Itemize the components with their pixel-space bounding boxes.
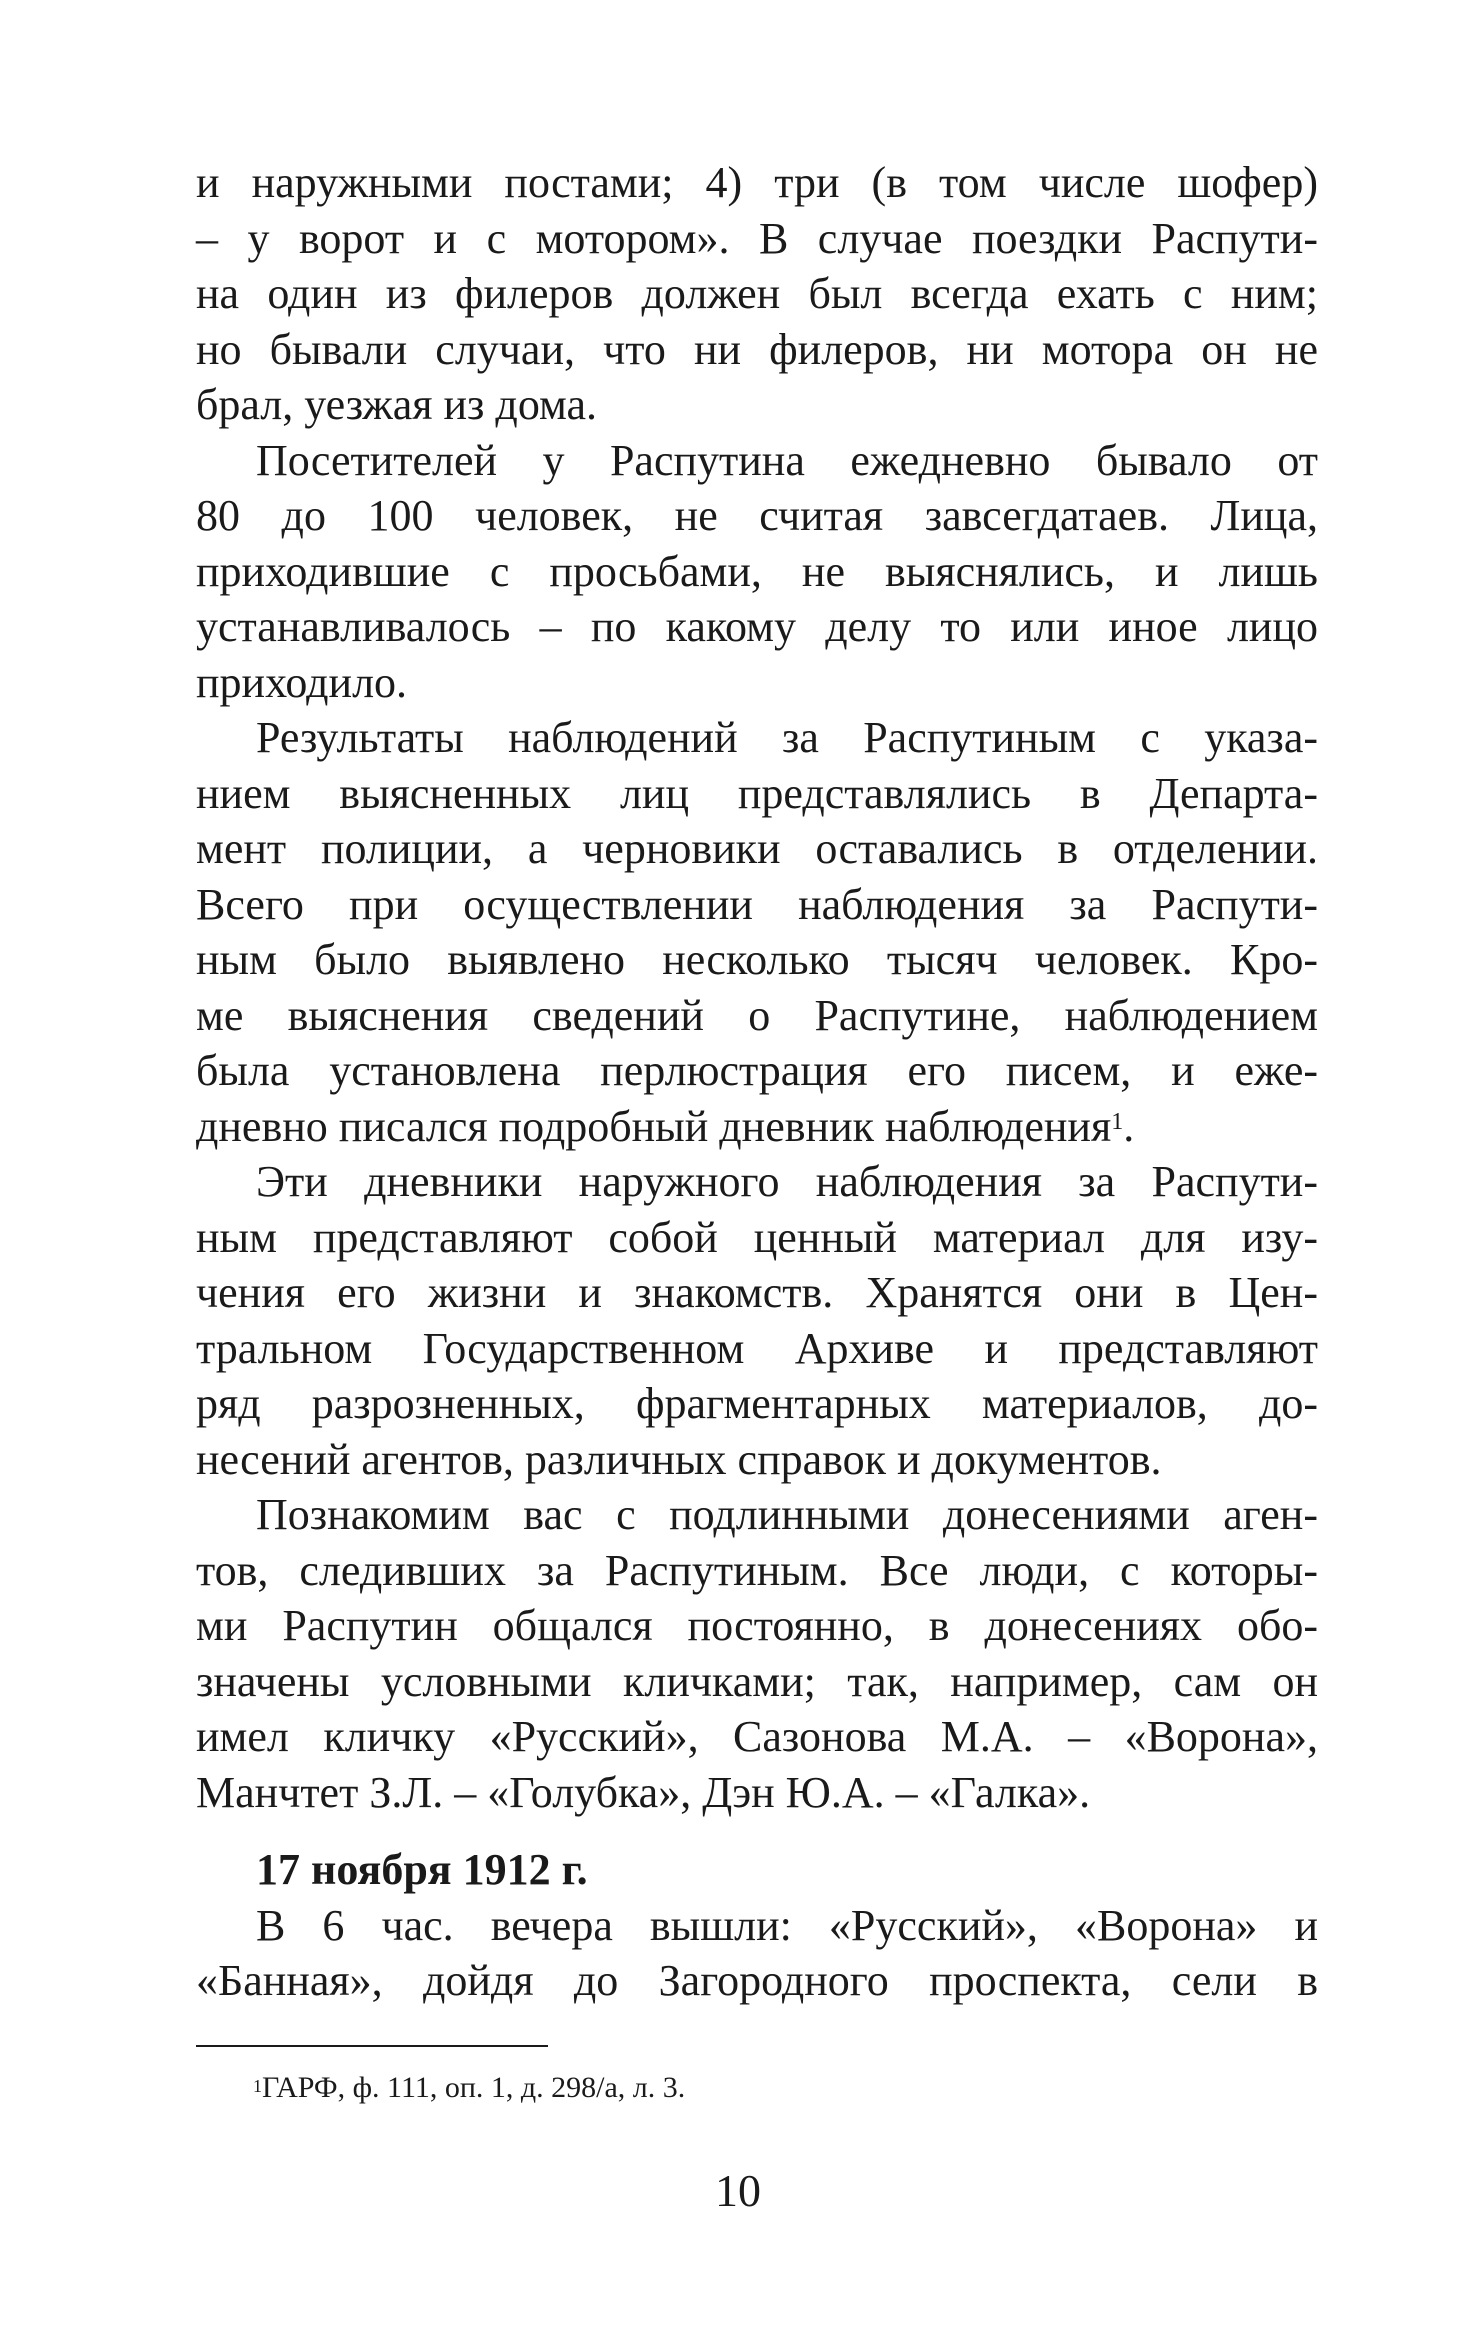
text-line	[196, 766, 1318, 822]
line-text: Манчтет З.Л. – «Голубка», Дэн Ю.А. – «Галка».	[196, 1767, 1091, 1817]
text-line	[196, 1043, 1318, 1099]
line-text: на один из филеров должен был всегда ехать с ним;	[196, 269, 1318, 318]
line-text: устанавливалось – по какому делу то или иное лицо	[196, 602, 1318, 651]
line-text: «Банная», дойдя до Загородного проспекта, сели в	[196, 1956, 1318, 2005]
line-text: мент полиции, а черновики оставались в отделении.	[196, 824, 1318, 873]
line-text: имел кличку «Русский», Сазонова М.А. – «Ворона»,	[196, 1712, 1318, 1761]
line-text: Посетителей у Распутина ежедневно бывало от	[256, 435, 1318, 485]
line-text: Познакомим вас с подлинными донесениями аген-	[256, 1490, 1318, 1539]
text-line	[196, 710, 1318, 766]
text-line	[196, 1432, 1318, 1488]
text-line	[196, 266, 1318, 322]
text-line	[196, 1953, 1318, 2009]
line-text: несений агентов, различных справок и документов.	[196, 1434, 1162, 1484]
text-line	[196, 488, 1318, 544]
text-line	[196, 1376, 1318, 1432]
paragraph	[196, 433, 1318, 711]
footnote-reference: 1	[1111, 1108, 1124, 1135]
line-text: приходило.	[196, 657, 408, 707]
text-line	[196, 1265, 1318, 1321]
text-line	[196, 1487, 1318, 1543]
footnote	[253, 2070, 685, 2106]
text-line	[196, 211, 1318, 267]
line-text: Результаты наблюдений за Распутиным с указа-	[256, 713, 1318, 762]
line-text: ми Распутин общался постоянно, в донесениях обо-	[196, 1601, 1318, 1650]
paragraph	[196, 1898, 1318, 2009]
line-text: значены условными кличками; так, например, сам он	[196, 1656, 1318, 1706]
line-text: Эти дневники наружного наблюдения за Распути-	[256, 1157, 1318, 1206]
text-line	[196, 821, 1318, 877]
line-text: 80 до 100 человек, не считая завсегдатаев. Лица,	[196, 491, 1318, 540]
line-tail: .	[1123, 1101, 1135, 1151]
line-text: – у ворот и с мотором». В случае поездки Распути-	[196, 213, 1318, 263]
footnote-text: ГАРФ, ф. 111, оп. 1, д. 298/а, л. 3.	[262, 2071, 686, 2104]
line-text: приходившие с просьбами, не выяснялись, и лишь	[196, 546, 1318, 596]
line-text: но бывали случаи, что ни филеров, ни мотора он не	[196, 324, 1318, 374]
text-line	[196, 377, 1318, 433]
text-line	[196, 1210, 1318, 1266]
line-text: брал, уезжая из дома.	[196, 380, 598, 429]
line-text: тов, следивших за Распутиным. Все люди, с которы-	[196, 1545, 1318, 1595]
text-line	[196, 1321, 1318, 1377]
text-line	[196, 877, 1318, 933]
line-text: ряд разрозненных, фрагментарных материалов, до-	[196, 1379, 1318, 1428]
line-text: ным представляют собой ценный материал для изу-	[196, 1212, 1318, 1262]
paragraph	[196, 1487, 1318, 1820]
text-line	[196, 655, 1318, 711]
text-line	[196, 988, 1318, 1044]
text-line	[196, 1654, 1318, 1710]
line-text: Всего при осуществлении наблюдения за Распути-	[196, 879, 1318, 929]
entry-date-heading: 17 ноября 1912 г.	[256, 1845, 588, 1894]
paragraph	[196, 155, 1318, 433]
paragraph	[196, 710, 1318, 1154]
text-line	[196, 322, 1318, 378]
text-line	[196, 1598, 1318, 1654]
text-line	[196, 1898, 1318, 1954]
text-line	[196, 155, 1318, 211]
text-line	[196, 1099, 1318, 1155]
line-text: дневно писался подробный дневник наблюдения	[196, 1101, 1112, 1151]
text-line	[196, 1765, 1318, 1821]
page-number: 10	[715, 2165, 761, 2216]
paragraph-gap	[196, 1820, 1318, 1842]
body-text	[196, 155, 1318, 2009]
footnote-marker: 1	[253, 2076, 262, 2096]
text-line	[196, 1154, 1318, 1210]
text-line	[196, 932, 1318, 988]
text-line	[196, 599, 1318, 655]
line-text: нием выясненных лиц представлялись в Департа-	[196, 768, 1318, 818]
line-text: ме выяснения сведений о Распутине, наблюдением	[196, 990, 1318, 1040]
footnote-separator	[196, 2045, 548, 2047]
text-line	[196, 1543, 1318, 1599]
line-text: и наружными постами; 4) три (в том числе шофер)	[196, 158, 1318, 207]
line-text: была установлена перлюстрация его писем, и еже-	[196, 1046, 1318, 1095]
text-line	[196, 433, 1318, 489]
line-text: чения его жизни и знакомств. Хранятся они в Цен-	[196, 1268, 1318, 1317]
text-line	[196, 544, 1318, 600]
line-text: тральном Государственном Архиве и представляют	[196, 1323, 1318, 1373]
paragraph	[196, 1154, 1318, 1487]
line-text: ным было выявлено несколько тысяч человек. Кро-	[196, 935, 1318, 984]
text-line	[196, 1709, 1318, 1765]
line-text: В 6 час. вечера вышли: «Русский», «Ворона» и	[256, 1900, 1318, 1950]
